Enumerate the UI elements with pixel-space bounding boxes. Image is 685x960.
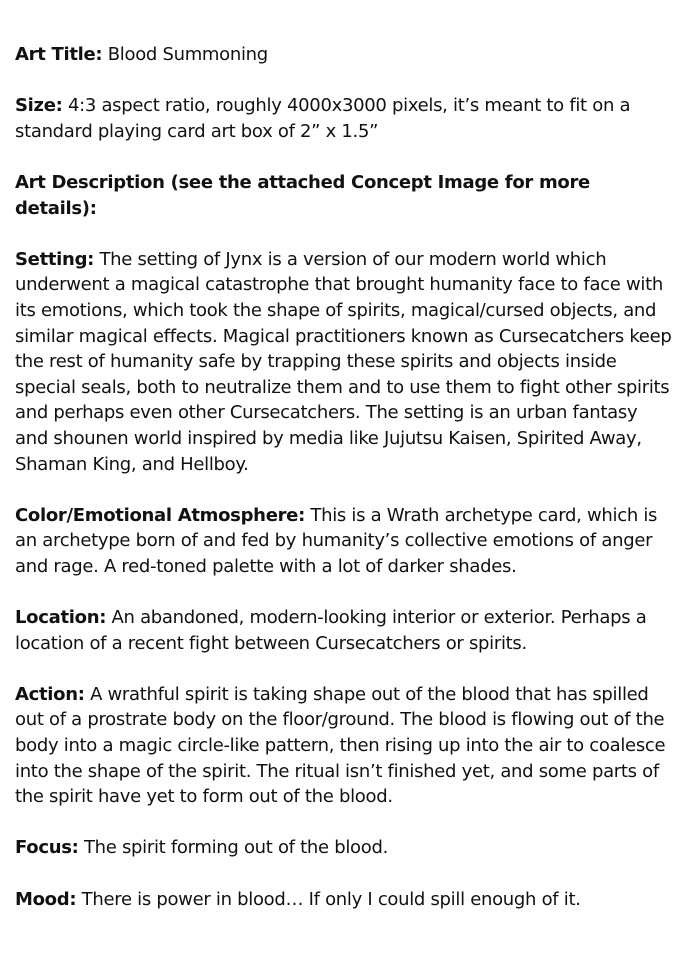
location-paragraph: [15, 605, 675, 656]
color-atmosphere-text: This is a Wrath archetype card, which is an archetype born of and fed by humanity’s collective emotions of anger and rage. A red-toned palette with a lot of darker shades.: [15, 504, 658, 577]
art-title-text: Blood Summoning: [102, 44, 268, 65]
setting-text: The setting of Jynx is a version of our modern world which underwent a magical catastrophe that brought humanity face to face with its emotions, which took the shape of spirits, magical/cursed objects, and similar magical effects. Magical practitioners known as Cursecatchers keep the rest of humanity safe by trapping these spirits and objects inside special seals, both to neutralize them and to use them to fight other spirits and perhaps even other Cursecatchers. The setting is an urban fantasy and shounen world inspired by media like Jujutsu Kaisen, Spirited Away, Shaman King, and Hellboy.: [15, 248, 672, 475]
art-title-paragraph: [15, 42, 675, 68]
size-label: Size:: [15, 95, 63, 117]
action-paragraph: [15, 682, 675, 810]
mood-paragraph: [15, 887, 675, 913]
mood-text: There is power in blood… If only I could spill enough of it.: [76, 888, 581, 910]
mood-label: Mood:: [15, 888, 77, 910]
art-title-label: Art Title:: [15, 44, 103, 65]
action-label: Action:: [15, 683, 85, 705]
size-paragraph: [15, 93, 675, 144]
color-atmosphere-label: Color/Emotional Atmosphere:: [15, 504, 305, 526]
art-description-label: Art Description (see the attached Concept Image for more details):: [15, 171, 590, 219]
location-label: Location:: [15, 607, 107, 629]
size-text: 4:3 aspect ratio, roughly 4000x3000 pixels, it’s meant to fit on a standard playing card art box of 2” x 1.5”: [15, 95, 631, 142]
location-text: An abandoned, modern-looking interior or exterior. Perhaps a location of a recent fight between Cursecatchers or spirits.: [15, 607, 647, 654]
art-description-paragraph: [15, 170, 675, 221]
focus-label: Focus:: [15, 837, 79, 859]
setting-paragraph: [15, 247, 675, 477]
focus-paragraph: [15, 835, 675, 861]
art-brief-document: [15, 42, 675, 938]
setting-label: Setting:: [15, 248, 95, 270]
color-atmosphere-paragraph: [15, 503, 675, 580]
action-text: A wrathful spirit is taking shape out of the blood that has spilled out of a prostrate body on the floor/ground. The blood is flowing out of the body into a magic circle-like pattern, then rising up into the air to coalesce into the shape of the spirit. The ritual isn’t finished yet, and some parts of the spirit have yet to form out of the blood.: [15, 683, 666, 808]
focus-text: The spirit forming out of the blood.: [78, 837, 388, 859]
